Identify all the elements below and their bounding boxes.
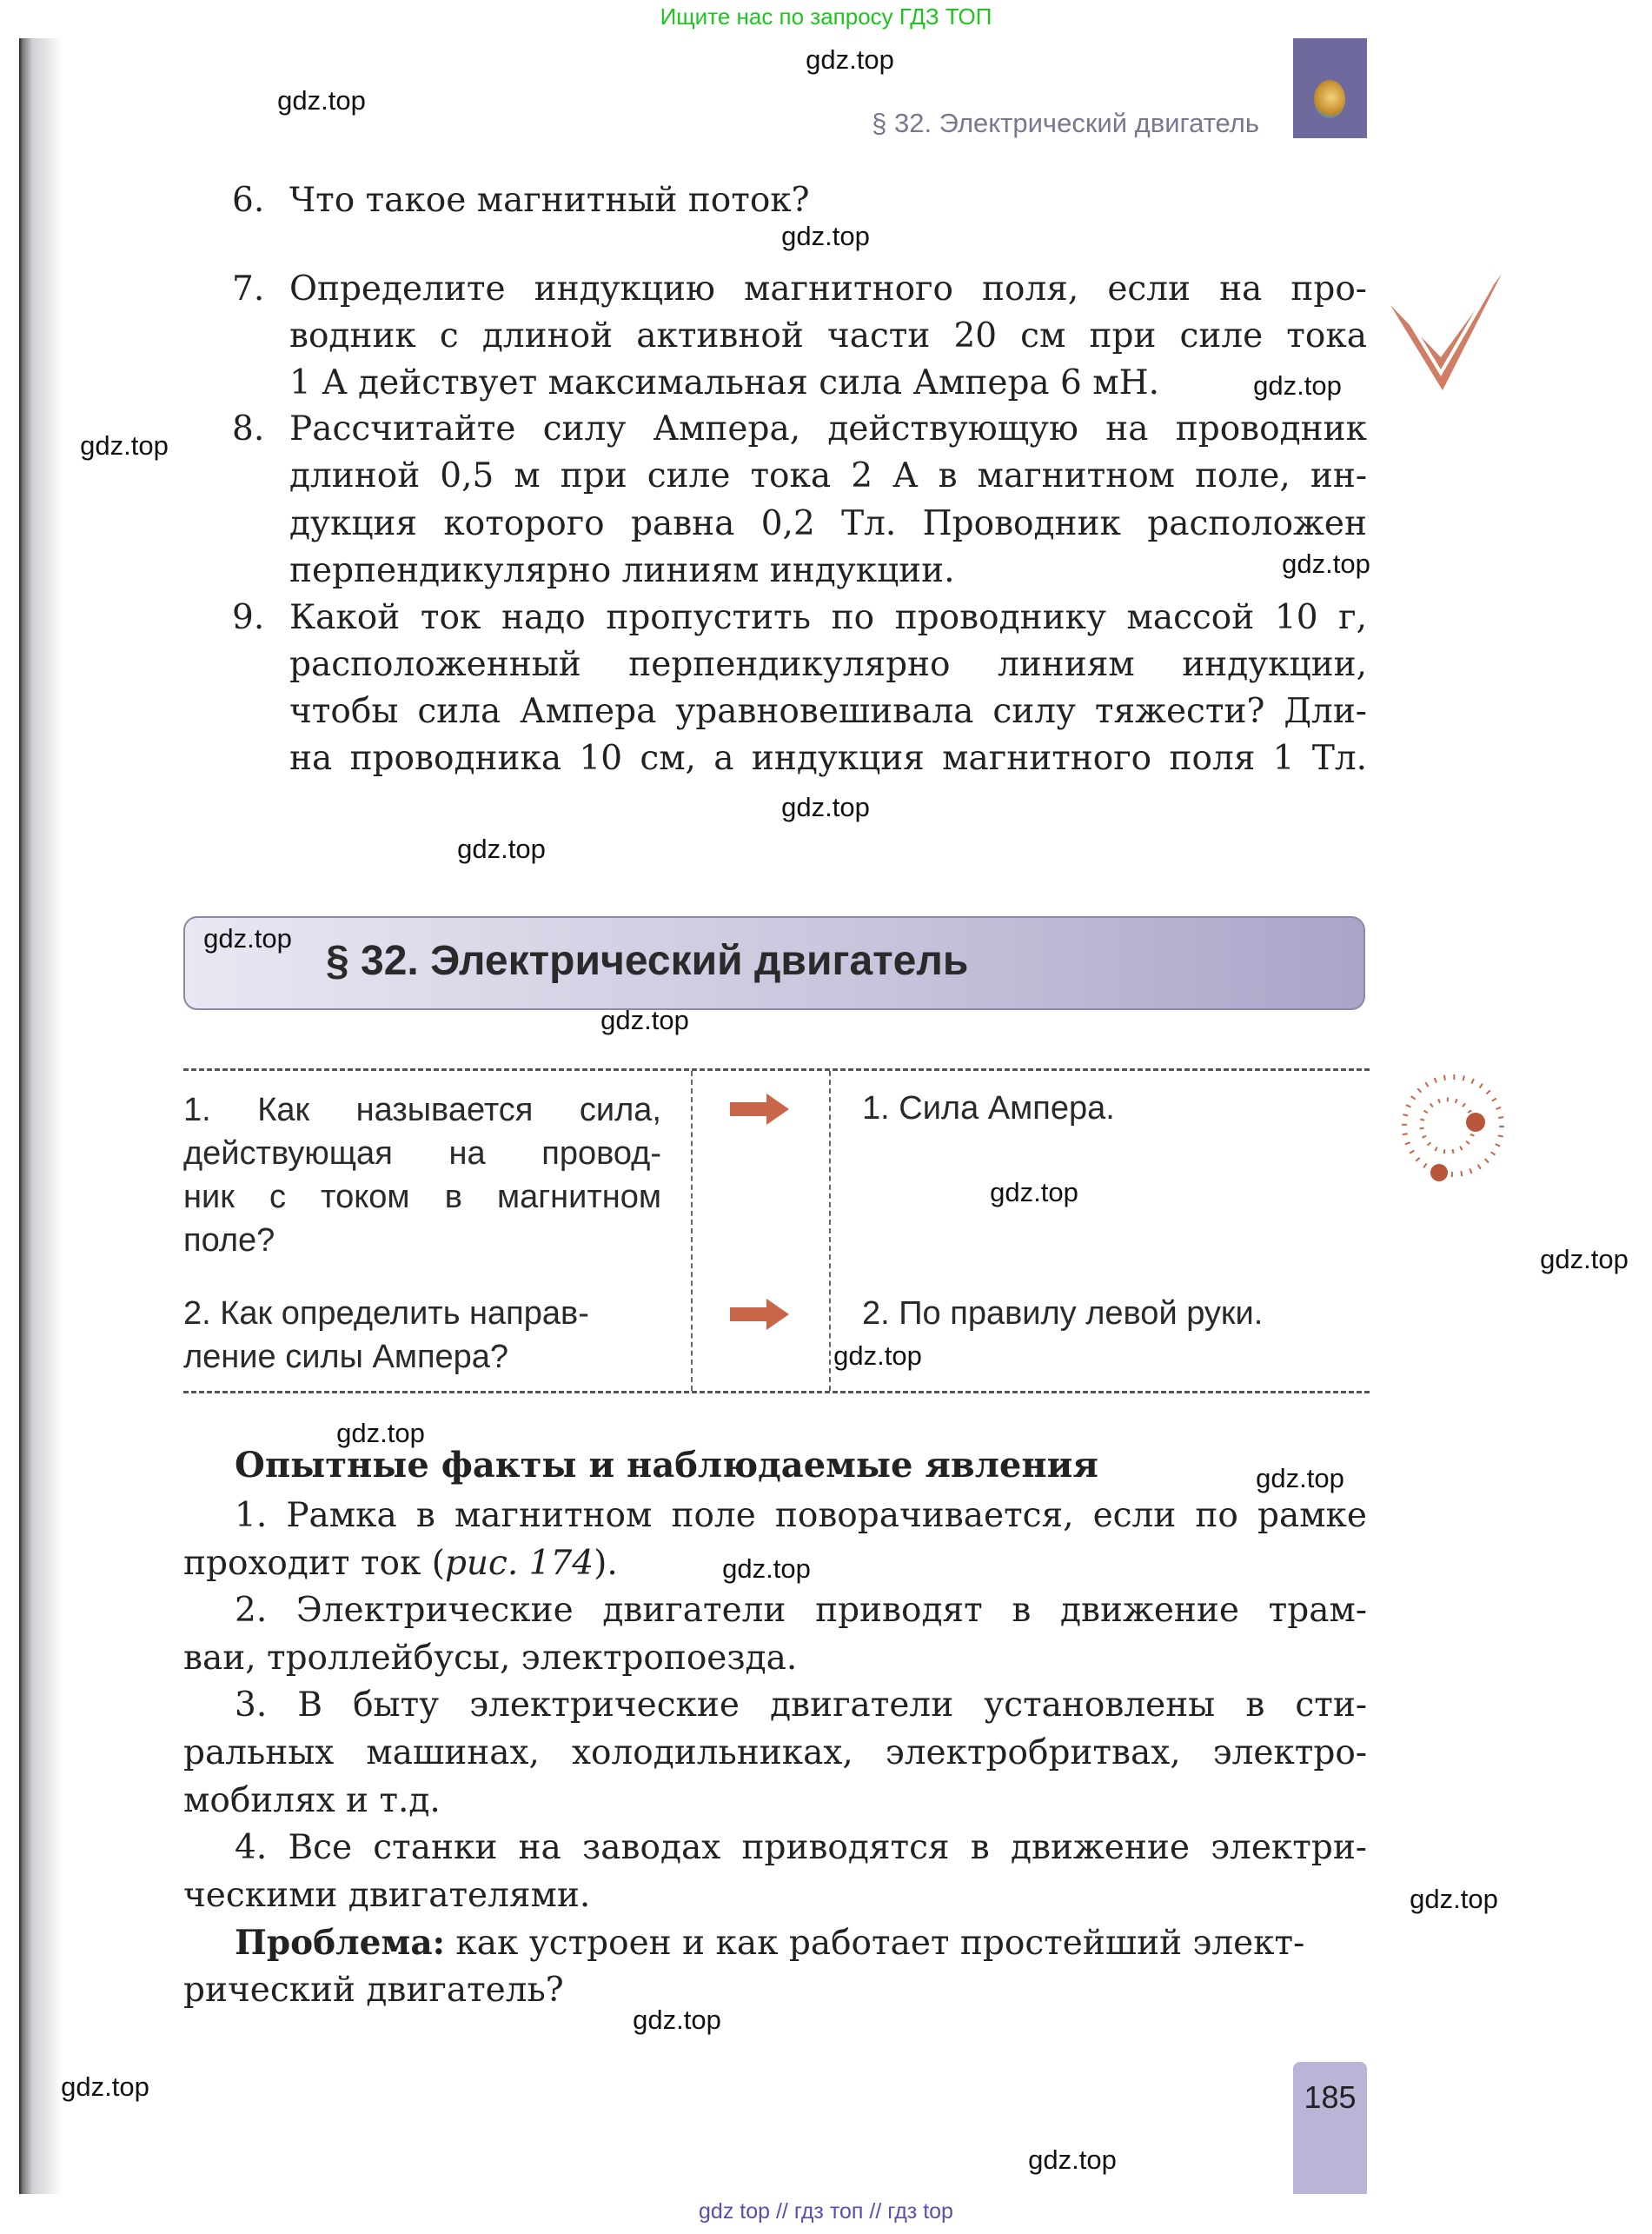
watermark: gdz.top bbox=[600, 1005, 689, 1035]
watermark: gdz.top bbox=[457, 834, 546, 864]
watermark: gdz.top bbox=[722, 1553, 811, 1584]
fact-line: 2. Электрические двигатели приводят в движение трам- bbox=[235, 1591, 1367, 1630]
watermark: gdz.top bbox=[203, 923, 292, 954]
watermark: gdz.top bbox=[336, 1418, 425, 1448]
fact-line: ческими двигателями. bbox=[183, 1876, 591, 1915]
question-line: Какой ток надо пропустить по проводнику массой 10 г, bbox=[289, 598, 1367, 637]
page-number: 185 bbox=[1304, 2079, 1357, 2115]
divider bbox=[691, 1071, 693, 1391]
watermark: gdz.top bbox=[806, 44, 894, 75]
watermark: gdz.top bbox=[1256, 1463, 1344, 1493]
search-banner[interactable]: Ищите нас по запросу ГДЗ ТОП bbox=[660, 3, 992, 30]
watermark: gdz.top bbox=[781, 221, 870, 251]
watermark: gdz.top bbox=[1028, 2144, 1117, 2175]
review-question: ление силы Ампера? bbox=[183, 1339, 509, 1375]
watermark: gdz.top bbox=[1253, 370, 1342, 401]
facts-heading: Опытные факты и наблюдаемые явления bbox=[235, 1445, 1098, 1486]
fact-line: мобилях и т.д. bbox=[183, 1781, 441, 1820]
question-line: Что такое магнитный поток? bbox=[289, 181, 810, 220]
watermark: gdz.top bbox=[277, 85, 366, 116]
watermark: gdz.top bbox=[61, 2071, 149, 2102]
question-number: 7. bbox=[232, 269, 265, 309]
running-head: § 32. Электрический двигатель bbox=[872, 108, 1259, 138]
problem-line: рический двигатель? bbox=[183, 1971, 564, 2010]
review-question: поле? bbox=[183, 1222, 275, 1259]
figure-reference: рис. 174 bbox=[444, 1544, 594, 1583]
review-question: 1. Как называется сила, bbox=[183, 1092, 661, 1128]
watermark: gdz.top bbox=[781, 792, 870, 822]
problem-label: Проблема: bbox=[235, 1923, 445, 1963]
chapter-tab bbox=[1293, 38, 1367, 138]
fact-line: 3. В быту электрические двигатели установлены в сти- bbox=[235, 1685, 1367, 1725]
watermark: gdz.top bbox=[1282, 549, 1370, 579]
arrow-right-icon bbox=[728, 1299, 791, 1330]
review-question: действующая на провод- bbox=[183, 1135, 661, 1172]
fact-text: ). bbox=[594, 1544, 618, 1583]
question-line: чтобы сила Ампера уравновешивала силу тяжести? Дли- bbox=[289, 692, 1367, 731]
question-line: водник с длиной активной части 20 см при силе тока bbox=[289, 316, 1367, 356]
watermark: gdz.top bbox=[833, 1340, 922, 1371]
fact-line: ральных машинах, холодильниках, электробритвах, электро- bbox=[183, 1733, 1367, 1772]
fact-line: ваи, троллейбусы, электропоезда. bbox=[183, 1639, 798, 1678]
watermark: gdz.top bbox=[1410, 1884, 1498, 1914]
question-line: дукция которого равна 0,2 Тл. Проводник расположен bbox=[289, 504, 1367, 543]
arrow-right-icon bbox=[728, 1094, 791, 1125]
watermark: gdz.top bbox=[1540, 1244, 1629, 1274]
problem-text: как устроен и как работает простейший элект- bbox=[444, 1924, 1305, 1963]
watermark: gdz.top bbox=[990, 1177, 1078, 1207]
review-question: 2. Как определить направ- bbox=[183, 1295, 589, 1332]
question-line: длиной 0,5 м при силе тока 2 А в магнитном поле, ин- bbox=[289, 456, 1367, 495]
review-answer: 2. По правилу левой руки. bbox=[862, 1295, 1264, 1332]
question-line: расположенный перпендикулярно линиям индукции, bbox=[289, 645, 1367, 684]
section-title: § 32. Электрический двигатель bbox=[326, 938, 969, 984]
question-line: Определите индукцию магнитного поля, если на про- bbox=[289, 269, 1367, 309]
question-line: Рассчитайте силу Ампера, действующую на проводник bbox=[289, 409, 1367, 449]
divider bbox=[183, 1391, 1370, 1393]
question-line: на проводника 10 см, а индукция магнитного поля 1 Тл. bbox=[289, 739, 1367, 778]
question-line: перпендикулярно линиям индукции. bbox=[289, 551, 955, 590]
watermark: gdz.top bbox=[80, 430, 169, 461]
question-number: 8. bbox=[232, 409, 265, 449]
question-number: 6. bbox=[232, 181, 265, 220]
fact-line: 4. Все станки на заводах приводятся в движение электри- bbox=[235, 1828, 1367, 1867]
divider bbox=[829, 1071, 831, 1391]
question-line: 1 А действует максимальная сила Ампера 6 мН. bbox=[289, 363, 1160, 402]
divider bbox=[183, 1068, 1370, 1071]
review-answer: 1. Сила Ампера. bbox=[862, 1090, 1115, 1127]
footer-links[interactable]: gdz top // гдз топ // гдз top bbox=[699, 2199, 953, 2224]
page-binding-shadow bbox=[19, 38, 63, 2194]
review-question: ник с током в магнитном bbox=[183, 1179, 661, 1215]
atom-icon bbox=[1396, 1061, 1510, 1190]
watermark: gdz.top bbox=[633, 2005, 721, 2035]
problem-line bbox=[183, 1919, 1367, 1968]
globe-icon bbox=[1314, 80, 1345, 118]
question-number: 9. bbox=[232, 598, 265, 637]
fact-line: 1. Рамка в магнитном поле поворачивается, если по рамке bbox=[235, 1496, 1367, 1535]
fact-text: проходит ток ( bbox=[183, 1544, 445, 1583]
checkmark-icon bbox=[1389, 270, 1503, 392]
